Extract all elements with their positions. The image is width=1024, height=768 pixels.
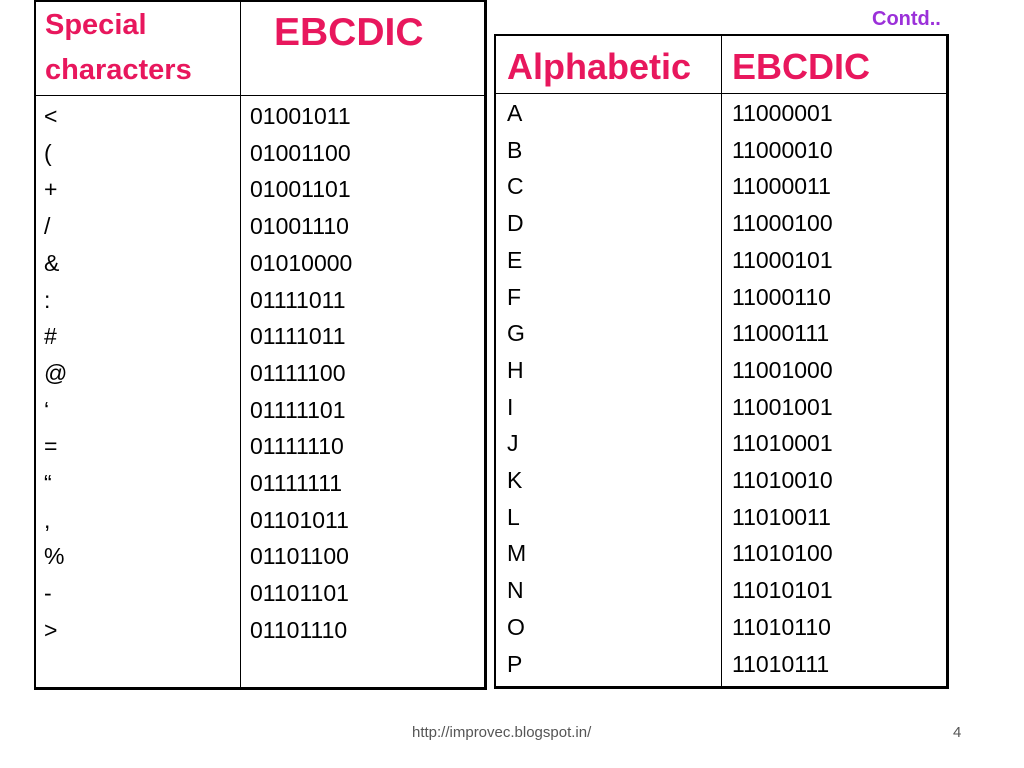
row-ebcdic-code: 11010011 xyxy=(732,503,831,530)
row-character: % xyxy=(44,543,65,570)
row-character: J xyxy=(507,430,519,457)
alphabetic-table xyxy=(494,34,949,689)
row-ebcdic-code: 11000101 xyxy=(732,246,833,273)
row-ebcdic-code: 01111100 xyxy=(250,359,346,386)
alpha-header-alphabetic: Alphabetic xyxy=(507,46,692,87)
row-character: B xyxy=(507,136,523,163)
row-character: N xyxy=(507,577,524,604)
row-character: M xyxy=(507,540,527,567)
row-ebcdic-code: 01111110 xyxy=(250,433,344,460)
row-ebcdic-code: 11001000 xyxy=(732,356,833,383)
row-character: # xyxy=(44,323,57,350)
row-character: H xyxy=(507,356,524,383)
row-character: G xyxy=(507,320,525,347)
row-ebcdic-code: 11010001 xyxy=(732,430,833,457)
row-character: ‘ xyxy=(44,396,50,423)
row-ebcdic-code: 01010000 xyxy=(250,249,353,276)
special-header-line2: characters xyxy=(45,54,192,86)
row-character: / xyxy=(44,213,51,240)
row-ebcdic-code: 11000010 xyxy=(732,136,833,163)
row-ebcdic-code: 01001110 xyxy=(250,213,349,240)
special-characters-table xyxy=(34,0,487,690)
row-character: K xyxy=(507,467,523,493)
page-number: 4 xyxy=(953,724,962,741)
row-ebcdic-code: 01111011 xyxy=(250,286,346,313)
row-ebcdic-code: 11000100 xyxy=(732,210,833,237)
row-ebcdic-code: 01111111 xyxy=(250,470,343,496)
row-character: P xyxy=(507,650,523,677)
row-character: A xyxy=(507,100,523,126)
row-ebcdic-code: 01001101 xyxy=(250,176,351,203)
row-character: L xyxy=(507,503,520,530)
row-character: = xyxy=(44,433,58,460)
row-ebcdic-code: 11010110 xyxy=(732,613,831,640)
row-ebcdic-code: 01111011 xyxy=(250,323,346,350)
row-ebcdic-code: 01111101 xyxy=(250,396,346,423)
row-character: ( xyxy=(44,139,52,166)
row-character: - xyxy=(44,580,52,607)
footer-url: http://improvec.blogspot.in/ xyxy=(412,724,592,741)
row-ebcdic-code: 01101101 xyxy=(250,580,349,607)
alpha-table-column-divider xyxy=(721,36,722,686)
row-ebcdic-code: 01101110 xyxy=(250,616,348,643)
row-character: “ xyxy=(44,470,52,496)
row-character: , xyxy=(44,506,51,533)
row-character: + xyxy=(44,176,58,203)
row-ebcdic-code: 11001001 xyxy=(732,393,833,420)
row-character: & xyxy=(44,249,60,276)
row-character: C xyxy=(507,173,524,200)
row-ebcdic-code: 11000111 xyxy=(732,320,830,347)
row-ebcdic-code: 11000001 xyxy=(732,100,833,126)
row-character: @ xyxy=(44,359,68,386)
row-ebcdic-code: 01001011 xyxy=(250,103,351,129)
row-character: I xyxy=(507,393,514,420)
row-character: : xyxy=(44,286,51,313)
contd-label: Contd.. xyxy=(872,8,941,30)
row-character: D xyxy=(507,210,524,237)
row-character: E xyxy=(507,246,523,273)
row-ebcdic-code: 01101011 xyxy=(250,506,349,533)
row-character: > xyxy=(44,616,58,643)
special-header-ebcdic: EBCDIC xyxy=(274,11,424,54)
row-ebcdic-code: 11010111 xyxy=(732,650,830,677)
row-ebcdic-code: 11000011 xyxy=(732,173,831,200)
row-ebcdic-code: 11000110 xyxy=(732,283,831,310)
special-table-column-divider xyxy=(240,2,241,687)
row-ebcdic-code: 11010010 xyxy=(732,467,833,493)
special-header-line1: Special xyxy=(45,9,147,41)
row-ebcdic-code: 11010101 xyxy=(732,577,833,604)
alpha-header-ebcdic: EBCDIC xyxy=(732,46,871,87)
row-character: < xyxy=(44,103,58,129)
row-ebcdic-code: 01101100 xyxy=(250,543,349,570)
row-character: F xyxy=(507,283,522,310)
row-character: O xyxy=(507,613,525,640)
row-ebcdic-code: 11010100 xyxy=(732,540,833,567)
row-ebcdic-code: 01001100 xyxy=(250,139,351,166)
